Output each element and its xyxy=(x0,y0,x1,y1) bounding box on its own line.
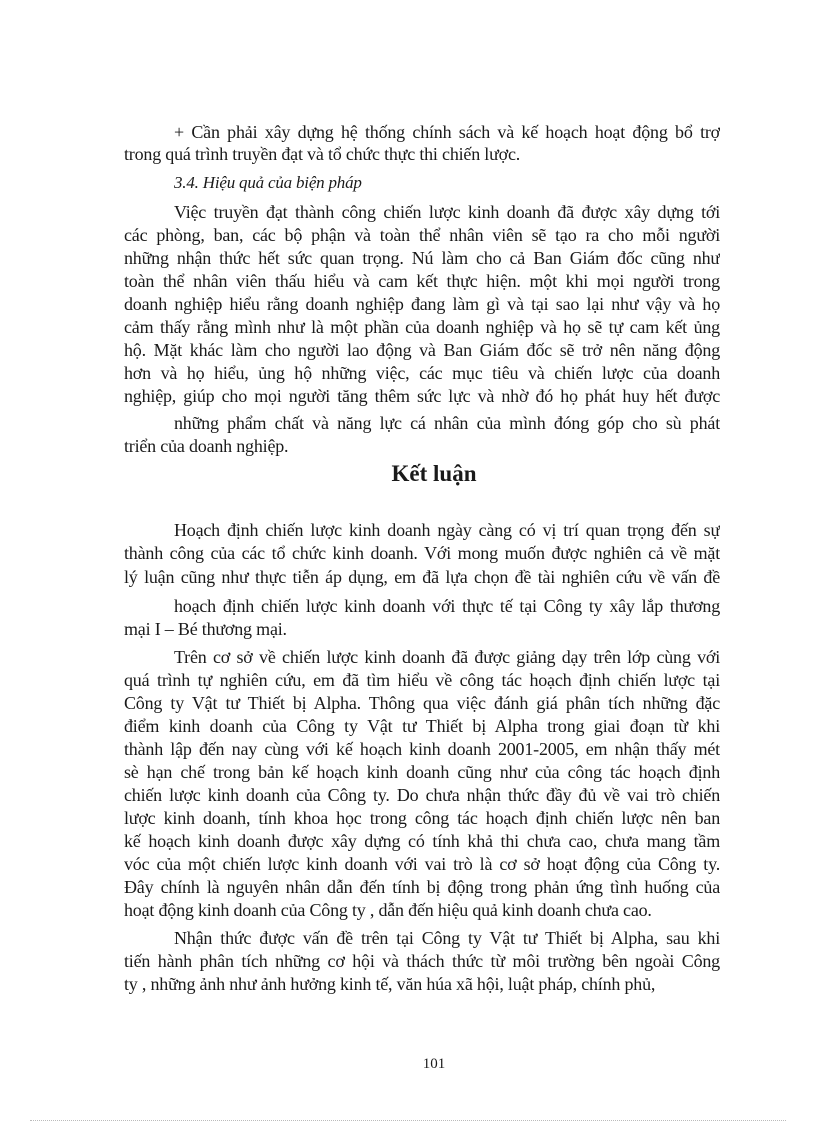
text-line: chiến lược kinh doanh của Công ty. Do chưa nhận thức đầy đủ về vai trò chiến xyxy=(124,785,720,805)
text-line: hoạt động kinh doanh của Công ty , dẫn đến hiệu quả kinh doanh chưa cao. xyxy=(124,900,652,920)
text-line: triển của doanh nghiệp. xyxy=(124,436,289,456)
text-line: Hoạch định chiến lược kinh doanh ngày càng có vị trí quan trọng đến sự xyxy=(174,520,720,540)
text-line: Trên cơ sở về chiến lược kinh doanh đã được giảng dạy trên lớp cùng với xyxy=(174,647,720,667)
page-bottom-border xyxy=(30,1120,786,1121)
text-line: mại I – Bé thương mại. xyxy=(124,619,287,639)
text-line: + Cần phải xây dựng hệ thống chính sách và kế hoạch hoạt động bổ trợ xyxy=(174,122,720,142)
section-heading: Kết luận xyxy=(391,461,477,486)
text-line: Việc truyền đạt thành công chiến lược kinh doanh đã được xây dựng tới xyxy=(174,202,720,222)
text-line: thành công của các tổ chức kinh doanh. Với mong muốn được nghiên cả về mặt xyxy=(124,543,720,563)
text-line: hơn và họ hiểu, ủng hộ những việc, các mục tiêu và chiến lược của doanh xyxy=(124,363,720,383)
text-line: các phòng, ban, các bộ phận và toàn thể nhân viên sẽ tạo ra cho mỗi người xyxy=(124,225,720,245)
text-line: cảm thấy rằng mình như là một phần của doanh nghiệp và họ sẽ tự cam kết ủng xyxy=(124,317,720,337)
text-line: trong quá trình truyền đạt và tổ chức thực thi chiến lược. xyxy=(124,144,521,164)
text-line: sè hạn chế trong bản kế hoạch kinh doanh cũng như của công tác hoạch định xyxy=(124,762,720,782)
text-line: Đây chính là nguyên nhân dẫn đến tính bị động trong phản ứng tình huống của xyxy=(124,877,720,897)
page-number: 101 xyxy=(422,1056,446,1072)
text-line: doanh nghiệp hiểu rằng doanh nghiệp đang làm gì và tại sao lại như vậy và họ xyxy=(124,294,720,314)
text-line: hộ. Mặt khác làm cho người lao động và Ban Giám đốc sẽ trở nên năng động xyxy=(124,340,720,360)
text-line: kế hoạch kinh doanh được xây dựng có tính khả thi chưa cao, chưa mang tầm xyxy=(124,831,720,851)
text-line: ty , những ảnh như ảnh hưởng kinh tế, văn húa xã hội, luật pháp, chính phủ, xyxy=(124,974,656,994)
text-line: lý luận cũng như thực tiễn áp dụng, em đã lựa chọn đề tài nghiên cứu về vấn đề xyxy=(124,567,720,587)
text-line: thành lập đến nay cùng với kế hoạch kinh doanh 2001-2005, em nhận thấy mét xyxy=(124,739,720,759)
text-line: Nhận thức được vấn đề trên tại Công ty Vật tư Thiết bị Alpha, sau khi xyxy=(174,928,720,948)
text-line: tiến hành phân tích những cơ hội và thách thức từ môi trường bên ngoài Công xyxy=(124,951,720,971)
text-line: quá trình tự nghiên cứu, em đã tìm hiểu về công tác hoạch định chiến lược tại xyxy=(124,670,720,690)
text-line: những nhận thức hết sức quan trọng. Nú làm cho cả Ban Giám đốc cũng như xyxy=(124,248,720,268)
text-line: nghiệp, giúp cho mọi người tăng thêm sức lực và nhờ đó họ phát huy hết được xyxy=(124,386,720,406)
text-line: vóc của một chiến lược kinh doanh với vai trò là cơ sở hoạt động của Công ty. xyxy=(124,854,720,874)
text-line: lược kinh doanh, tính khoa học trong công tác hoạch định chiến lược nên ban xyxy=(124,808,720,828)
text-line: hoạch định chiến lược kinh doanh với thực tế tại Công ty xây lắp thương xyxy=(174,596,720,616)
subheading: 3.4. Hiệu quả của biện pháp xyxy=(174,173,362,192)
text-line: toàn thể nhân viên thấu hiểu và cam kết thực hiện. một khi mọi người trong xyxy=(124,271,720,291)
text-line: Công ty Vật tư Thiết bị Alpha. Thông qua việc đánh giá phân tích những đặc xyxy=(124,693,720,713)
text-line: những phẩm chất và năng lực cá nhân của mình đóng góp cho sù phát xyxy=(174,413,720,433)
text-line: điểm kinh doanh của Công ty Vật tư Thiết bị Alpha trong giai đoạn từ khi xyxy=(124,716,720,736)
